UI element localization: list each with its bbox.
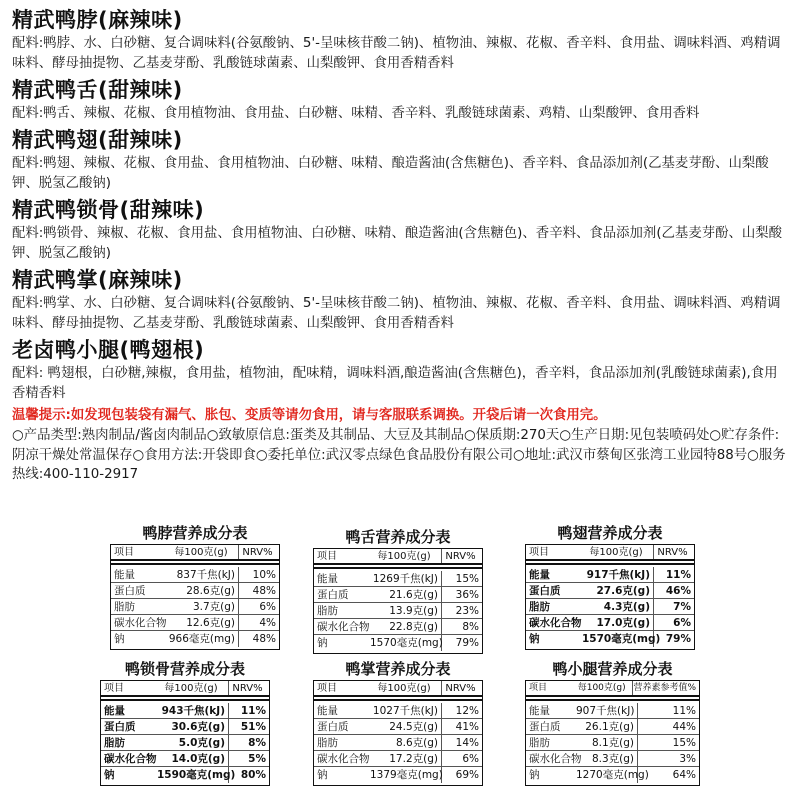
table-title: 鸭翅营养成分表 — [557, 524, 663, 542]
nutrient-nrv: 15% — [672, 737, 696, 749]
nutrient-name: 钠 — [104, 769, 115, 781]
header-per100g: 每100克(g) — [370, 681, 442, 695]
ingredients-text: 配料:鸭掌、水、白砂糖、复合调味料(谷氨酸钠、5'-呈味核苷酸二钠)、植物油、辣椒、花椒、香辛料、食用盐、调味料酒、鸡精调味料、酵母抽提物、乙基麦芽酚、乳酸链球菌素、山梨酸钾、食用香精香料 — [12, 296, 781, 331]
table-row — [314, 719, 482, 735]
nutrient-nrv: 5% — [248, 753, 266, 765]
nutrient-name: 脂肪 — [104, 737, 125, 749]
table-body — [314, 701, 482, 785]
table-row — [526, 631, 694, 647]
table-row — [314, 703, 482, 719]
nutrient-name: 脂肪 — [114, 601, 135, 613]
product-info-text: ○产品类型:熟肉制品/酱卤肉制品○致敏原信息:蛋类及其制品、大豆及其制品○保质期:270天○生产日期:见包装喷码处○贮存条件:阴凉干燥处常温保存○食用方法:开袋即食○委托单位:武汉零点绿色食品股份有限公司○地址:武汉市蔡甸区张湾工业园特88号○服务热线:400-110-2917 — [12, 428, 786, 482]
header-per100g: 每100克(g) — [167, 545, 239, 559]
nutrient-name: 能量 — [529, 705, 550, 717]
nutrient-name: 钠 — [529, 633, 540, 645]
nutrient-amount: 4.3克(g) — [582, 599, 654, 614]
nutrient-amount: 14.0克(g) — [157, 751, 229, 766]
nutrient-amount: 8.3克(g) — [576, 751, 638, 766]
nutrient-name: 能量 — [317, 573, 338, 585]
nutrient-nrv: 11% — [240, 705, 266, 717]
section-tongue — [12, 76, 788, 124]
table-row — [111, 599, 279, 615]
table-title: 鸭掌营养成分表 — [345, 660, 451, 678]
table-row — [526, 703, 699, 719]
nutrient-nrv: 48% — [252, 585, 276, 597]
nutrient-amount: 837千焦(kJ) — [167, 567, 239, 582]
nutrient-nrv: 8% — [462, 621, 479, 633]
nutrient-amount: 1269千焦(kJ) — [370, 571, 442, 586]
section-title: 精武鸭锁骨(甜辣味) — [12, 198, 205, 222]
header-per100g: 每100克(g) — [582, 545, 654, 559]
nutrient-amount: 1590毫克(mg) — [157, 769, 236, 781]
nutrient-name: 碳水化合物 — [529, 617, 582, 629]
nutrition-table-tongue — [313, 526, 483, 654]
header-per100g: 每100克(g) — [157, 681, 229, 695]
nutrient-amount: 1027千焦(kJ) — [370, 703, 442, 718]
header-nrv: NRV% — [445, 551, 476, 562]
nutrient-nrv: 4% — [259, 617, 276, 629]
nutrient-nrv: 46% — [665, 585, 691, 597]
table-row — [111, 567, 279, 583]
table-row — [526, 583, 694, 599]
table-header — [526, 545, 694, 561]
header-item: 项目 — [104, 683, 124, 694]
nutrient-amount: 1270毫克(mg) — [576, 769, 649, 781]
header-nrv: 营养素参考值% — [633, 683, 696, 693]
nutrient-nrv: 79% — [665, 633, 691, 645]
table-header — [314, 681, 482, 697]
table-row — [526, 751, 699, 767]
table-box — [313, 548, 483, 654]
nutrient-amount: 966毫克(mg) — [167, 631, 239, 647]
nutrient-name: 碳水化合物 — [104, 753, 157, 765]
nutrient-amount: 907千焦(kJ) — [576, 703, 638, 718]
table-row — [314, 571, 482, 587]
ingredients-text: 配料:鸭翅、辣椒、花椒、食用盐、食用植物油、白砂糖、味精、酿造酱油(含焦糖色)、香辛料、食品添加剂(乙基麦芽酚、山梨酸钾、脱氢乙酸钠) — [12, 156, 769, 191]
nutrient-amount: 1570毫克(mg) — [582, 633, 661, 645]
section-collarbone — [12, 196, 788, 264]
ingredients-text: 配料:鸭脖、水、白砂糖、复合调味料(谷氨酸钠、5'-呈味核苷酸二钠)、植物油、辣椒、花椒、香辛料、食用盐、调味料酒、鸡精调味料、酵母抽提物、乙基麦芽酚、乳酸链球菌素、山梨酸钾、食用香精香料 — [12, 36, 781, 71]
nutrient-nrv: 15% — [455, 573, 479, 585]
table-row — [101, 767, 269, 783]
nutrient-amount: 24.5克(g) — [370, 719, 442, 734]
nutrient-name: 碳水化合物 — [529, 753, 582, 765]
nutrient-nrv: 11% — [665, 569, 691, 581]
nutrient-name: 蛋白质 — [529, 721, 561, 733]
table-title: 鸭锁骨营养成分表 — [124, 660, 245, 678]
nutrient-amount: 5.0克(g) — [157, 735, 229, 750]
table-row — [526, 615, 694, 631]
nutrient-nrv: 80% — [240, 769, 266, 781]
table-row — [526, 767, 699, 783]
table-row — [101, 719, 269, 735]
nutrition-table-collarbone — [100, 658, 270, 786]
table-row — [314, 619, 482, 635]
table-box — [525, 680, 700, 786]
nutrient-name: 碳水化合物 — [317, 621, 370, 633]
table-title: 鸭小腿营养成分表 — [552, 660, 673, 678]
nutrient-nrv: 11% — [672, 705, 696, 717]
nutrient-amount: 12.6克(g) — [167, 615, 239, 630]
table-body — [526, 701, 699, 785]
nutrient-amount: 28.6克(g) — [167, 583, 239, 598]
nutrient-nrv: 6% — [259, 601, 276, 613]
table-row — [314, 735, 482, 751]
section-wing — [12, 126, 788, 194]
nutrient-name: 碳水化合物 — [114, 617, 167, 629]
table-header — [111, 545, 279, 561]
nutrient-nrv: 12% — [455, 705, 479, 717]
nutrient-amount: 1379毫克(mg) — [370, 769, 443, 781]
nutrient-nrv: 64% — [672, 769, 696, 781]
table-body — [314, 569, 482, 653]
nutrient-name: 钠 — [114, 633, 125, 645]
nutrient-nrv: 8% — [248, 737, 266, 749]
nutrient-name: 蛋白质 — [317, 589, 349, 601]
table-box — [100, 680, 270, 786]
nutrient-amount: 17.2克(g) — [370, 751, 442, 766]
header-per100g: 每100克(g) — [574, 681, 633, 695]
nutrition-table-drumette — [525, 658, 700, 786]
nutrient-nrv: 79% — [455, 637, 479, 649]
table-header — [314, 549, 482, 565]
nutrient-name: 蛋白质 — [114, 585, 146, 597]
nutrient-amount: 21.6克(g) — [370, 587, 442, 602]
ingredients-text: 配料:鸭舌、辣椒、花椒、食用植物油、食用盐、白砂糖、味精、香辛料、乳酸链球菌素、鸡精、山梨酸钾、食用香料 — [12, 106, 700, 121]
nutrient-nrv: 14% — [455, 737, 479, 749]
table-row — [111, 615, 279, 631]
nutrient-name: 能量 — [317, 705, 338, 717]
nutrient-amount: 27.6克(g) — [582, 583, 654, 598]
nutrient-name: 钠 — [529, 769, 540, 781]
table-box — [110, 544, 280, 650]
nutrient-name: 蛋白质 — [529, 585, 561, 597]
nutrient-name: 脂肪 — [529, 737, 550, 749]
header-nrv: NRV% — [445, 683, 476, 694]
table-body — [526, 565, 694, 649]
section-title: 老卤鸭小腿(鸭翅根) — [12, 338, 205, 362]
nutrition-table-neck — [110, 522, 280, 650]
nutrient-name: 碳水化合物 — [317, 753, 370, 765]
nutrient-nrv: 36% — [455, 589, 479, 601]
table-row — [526, 719, 699, 735]
table-title: 鸭舌营养成分表 — [345, 528, 451, 546]
nutrient-nrv: 6% — [673, 617, 691, 629]
table-row — [526, 735, 699, 751]
nutrient-name: 钠 — [317, 769, 328, 781]
nutrient-amount: 17.0克(g) — [582, 615, 654, 630]
table-body — [101, 701, 269, 785]
nutrient-name: 钠 — [317, 637, 328, 649]
nutrient-name: 脂肪 — [317, 605, 338, 617]
nutrient-name: 脂肪 — [529, 601, 550, 613]
table-title: 鸭脖营养成分表 — [142, 524, 248, 542]
section-title: 精武鸭脖(麻辣味) — [12, 8, 183, 32]
section-title: 精武鸭掌(麻辣味) — [12, 268, 183, 292]
nutrition-table-wing — [525, 522, 695, 650]
section-title: 精武鸭舌(甜辣味) — [12, 78, 183, 102]
nutrient-nrv: 51% — [240, 721, 266, 733]
table-row — [314, 587, 482, 603]
section-neck — [12, 6, 788, 74]
nutrient-amount: 13.9克(g) — [370, 603, 442, 618]
header-nrv: NRV% — [232, 683, 263, 694]
table-row — [314, 635, 482, 651]
nutrient-nrv: 7% — [673, 601, 691, 613]
table-box — [313, 680, 483, 786]
table-row — [314, 767, 482, 783]
table-box — [525, 544, 695, 650]
nutrient-amount: 30.6克(g) — [157, 719, 229, 734]
nutrient-name: 能量 — [104, 705, 125, 717]
nutrient-nrv: 23% — [455, 605, 479, 617]
header-item: 项目 — [529, 683, 548, 693]
ingredients-text: 配料: 鸭翅根，白砂糖,辣椒，食用盐，植物油，配味精，调味料酒,酿造酱油(含焦糖色)，香辛料，食品添加剂(乳酸链球菌素),食用香精香料 — [12, 366, 778, 401]
nutrient-nrv: 10% — [252, 569, 276, 581]
nutrient-amount: 943千焦(kJ) — [157, 703, 229, 718]
header-item: 项目 — [317, 683, 337, 694]
table-row — [101, 751, 269, 767]
nutrient-amount: 26.1克(g) — [576, 719, 638, 734]
nutrient-amount: 22.8克(g) — [370, 619, 442, 634]
header-item: 项目 — [114, 547, 134, 558]
nutrient-nrv: 44% — [672, 721, 696, 733]
nutrient-nrv: 69% — [455, 769, 479, 781]
table-row — [101, 735, 269, 751]
nutrient-nrv: 6% — [462, 753, 479, 765]
section-feet — [12, 266, 788, 334]
nutrient-amount: 8.1克(g) — [576, 735, 638, 750]
table-header — [101, 681, 269, 697]
nutrient-name: 蛋白质 — [104, 721, 136, 733]
nutrition-tables — [0, 522, 800, 800]
table-body — [111, 565, 279, 649]
table-header — [526, 681, 699, 697]
table-row — [526, 567, 694, 583]
nutrient-nrv: 41% — [455, 721, 479, 733]
nutrient-name: 能量 — [114, 569, 135, 581]
nutrient-amount: 917千焦(kJ) — [582, 567, 654, 582]
nutrient-nrv: 48% — [252, 633, 276, 645]
header-item: 项目 — [317, 551, 337, 562]
header-per100g: 每100克(g) — [370, 549, 442, 563]
warning-notice: 温馨提示:如发现包装袋有漏气、胀包、变质等请勿食用，请与客服联系调换。开袋后请一次食用完。 — [12, 408, 607, 423]
header-nrv: NRV% — [657, 547, 688, 558]
nutrient-amount: 8.6克(g) — [370, 735, 442, 750]
table-row — [314, 751, 482, 767]
section-drumette — [12, 336, 788, 404]
section-title: 精武鸭翅(甜辣味) — [12, 128, 183, 152]
nutrient-nrv: 3% — [679, 753, 696, 765]
nutrient-name: 蛋白质 — [317, 721, 349, 733]
nutrient-name: 能量 — [529, 569, 550, 581]
nutrition-table-feet — [313, 658, 483, 786]
ingredients-text: 配料:鸭锁骨、辣椒、花椒、食用盐、食用植物油、白砂糖、味精、酿造酱油(含焦糖色)、香辛料、食品添加剂(乙基麦芽酚、山梨酸钾、脱氢乙酸钠) — [12, 226, 783, 261]
header-item: 项目 — [529, 547, 549, 558]
table-row — [111, 583, 279, 599]
table-row — [101, 703, 269, 719]
table-row — [111, 631, 279, 647]
nutrient-name: 脂肪 — [317, 737, 338, 749]
nutrient-amount: 1570毫克(mg) — [370, 637, 443, 649]
header-nrv: NRV% — [242, 547, 273, 558]
table-row — [526, 599, 694, 615]
table-row — [314, 603, 482, 619]
nutrient-amount: 3.7克(g) — [167, 599, 239, 614]
